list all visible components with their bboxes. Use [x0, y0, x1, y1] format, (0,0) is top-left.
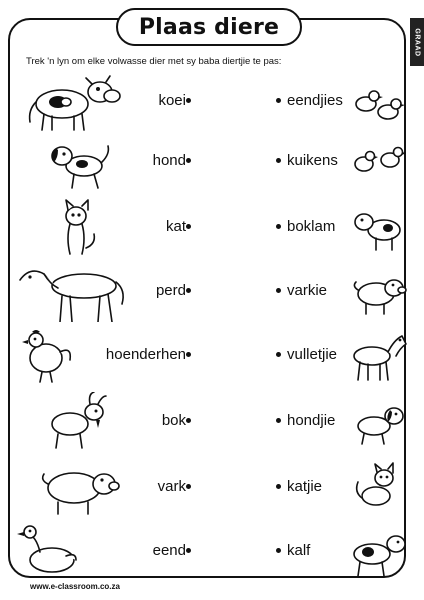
calf-icon — [346, 526, 410, 578]
baby-animal-label: boklam — [287, 218, 336, 235]
match-dot-left[interactable] — [186, 548, 191, 553]
match-row — [0, 458, 424, 518]
adult-animal-label: bok — [161, 412, 186, 429]
match-dot-left[interactable] — [186, 98, 191, 103]
chicks-icon — [346, 136, 410, 188]
foal-icon — [346, 330, 410, 382]
horse-icon — [14, 262, 134, 322]
adult-animal-label: hond — [152, 152, 186, 169]
baby-animal-label: kuikens — [287, 152, 338, 169]
cow-icon — [14, 72, 134, 132]
adult-animal-label: eend — [152, 542, 186, 559]
match-dot-left[interactable] — [186, 224, 191, 229]
match-row — [0, 392, 424, 452]
adult-animal-label: kat — [165, 218, 186, 235]
match-dot-left[interactable] — [186, 288, 191, 293]
adult-animal-label: vark — [157, 478, 186, 495]
kid-goat-icon — [346, 202, 410, 254]
footer-url: www.e-classroom.co.za — [30, 582, 120, 591]
match-dot-left[interactable] — [186, 418, 191, 423]
match-dot-left[interactable] — [186, 352, 191, 357]
page-title: Plaas diere — [116, 8, 302, 46]
match-dot-right[interactable] — [276, 548, 281, 553]
piglet-icon — [346, 266, 410, 318]
match-dot-right[interactable] — [276, 418, 281, 423]
grade-tab: GRAAD — [410, 18, 424, 66]
match-row — [0, 132, 424, 192]
adult-animal-label: koei — [158, 92, 186, 109]
match-dot-right[interactable] — [276, 484, 281, 489]
match-row — [0, 72, 424, 132]
match-dot-right[interactable] — [276, 158, 281, 163]
baby-animal-label: varkie — [287, 282, 328, 299]
baby-animal-label: kalf — [287, 542, 311, 559]
match-dot-right[interactable] — [276, 224, 281, 229]
puppy-icon — [346, 396, 410, 448]
kitten-icon — [346, 462, 410, 514]
baby-animal-label: vulletjie — [287, 346, 338, 363]
baby-animal-label: eendjies — [287, 92, 343, 109]
match-dot-left[interactable] — [186, 158, 191, 163]
match-dot-right[interactable] — [276, 352, 281, 357]
baby-animal-label: hondjie — [287, 412, 336, 429]
match-row — [0, 522, 424, 582]
baby-animal-label: katjie — [287, 478, 323, 495]
match-row — [0, 198, 424, 258]
ducklings-icon — [346, 76, 410, 128]
match-row — [0, 262, 424, 322]
cat-icon — [14, 198, 134, 258]
adult-animal-label: hoenderhen — [105, 346, 186, 363]
pig-icon — [14, 458, 134, 518]
instruction-text: Trek 'n lyn om elke volwasse dier met sy baba diertjie te pas: — [26, 56, 282, 67]
dog-icon — [14, 132, 134, 192]
match-dot-left[interactable] — [186, 484, 191, 489]
adult-animal-label: perd — [155, 282, 186, 299]
match-row — [0, 326, 424, 386]
goat-icon — [14, 392, 134, 452]
duck-icon — [14, 522, 134, 582]
match-dot-right[interactable] — [276, 98, 281, 103]
match-dot-right[interactable] — [276, 288, 281, 293]
